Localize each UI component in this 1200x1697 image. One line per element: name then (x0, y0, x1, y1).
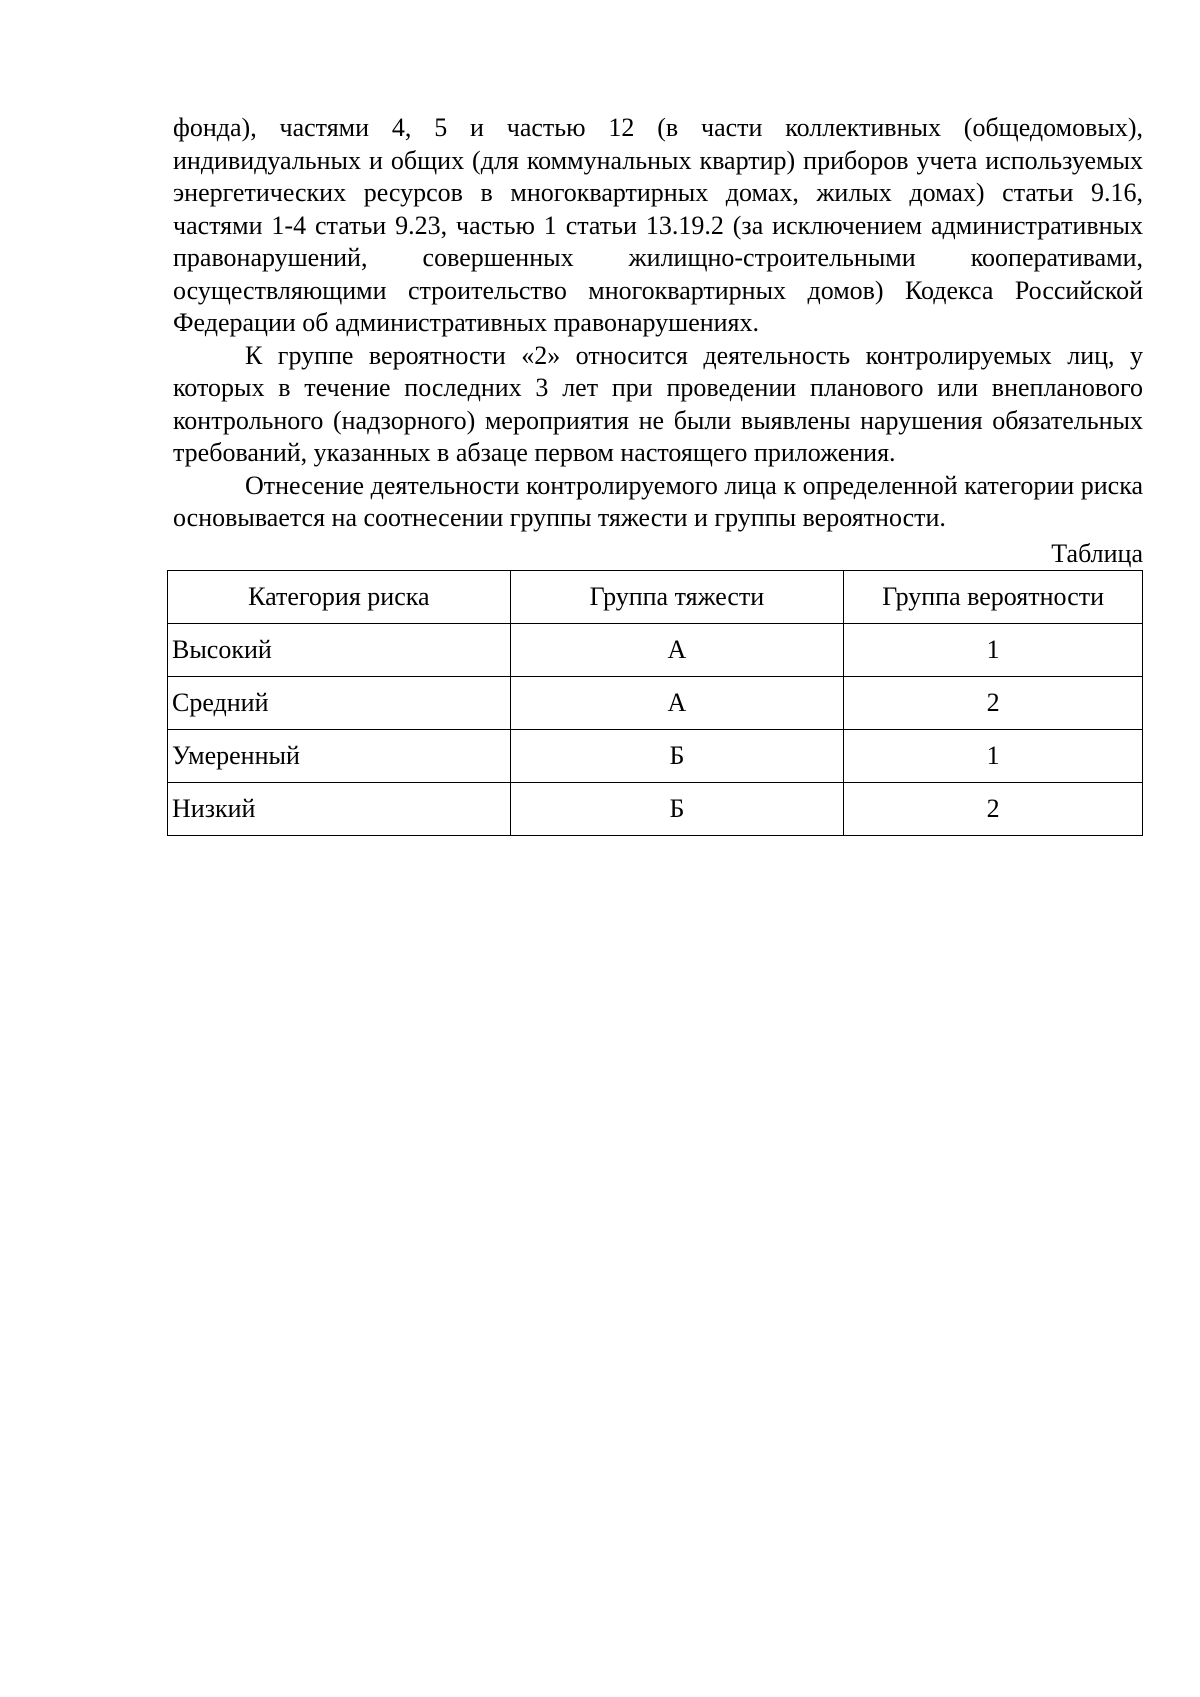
cell-probability-group: 2 (844, 676, 1143, 729)
cell-probability-group: 2 (844, 782, 1143, 835)
table-row (168, 782, 1143, 835)
risk-category-table (167, 570, 1143, 836)
table-row (168, 676, 1143, 729)
paragraph-continuation: фонда), частями 4, 5 и частью 12 (в части коллективных (общедомовых), индивидуальных и общих (для коммунальных квартир) приборов учета используемых энергетических ресурсов в многоквартирных домах, жилых домах) статьи 9.16, частями 1-4 статьи 9.23, частью 1 статьи 13.19.2 (за исключением административных правонарушений, совершенных жилищно-строительными кооперативами, осуществляющими строительство многоквартирных домов) Кодекса Российской Федерации об административных правонарушениях. (173, 113, 1143, 337)
cell-risk-category: Высокий (168, 623, 511, 676)
table-row (168, 623, 1143, 676)
column-header-risk-category: Категория риска (168, 570, 511, 623)
cell-probability-group: 1 (844, 623, 1143, 676)
column-header-probability-group: Группа вероятности (844, 570, 1143, 623)
cell-risk-category: Низкий (168, 782, 511, 835)
cell-severity-group: А (510, 676, 844, 729)
paragraph-risk-category-assignment: Отнесение деятельности контролируемого лица к определенной категории риска основывается на соотнесении группы тяжести и группы вероятности. (173, 470, 1143, 532)
cell-severity-group: А (510, 623, 844, 676)
paragraph-probability-group-2: К группе вероятности «2» относится деятельность контролируемых лиц, у которых в течение последних 3 лет при проведении планового или внепланового контрольного (надзорного) мероприятия не были выявлены нарушения обязательных требований, указанных в абзаце первом настоящего приложения. (173, 340, 1143, 467)
table-row (168, 729, 1143, 782)
table-header-row (168, 570, 1143, 623)
cell-risk-category: Средний (168, 676, 511, 729)
document-page (173, 112, 1143, 836)
table-caption: Таблица (1051, 538, 1143, 568)
cell-severity-group: Б (510, 729, 844, 782)
cell-severity-group: Б (510, 782, 844, 835)
column-header-severity-group: Группа тяжести (510, 570, 844, 623)
cell-risk-category: Умеренный (168, 729, 511, 782)
cell-probability-group: 1 (844, 729, 1143, 782)
